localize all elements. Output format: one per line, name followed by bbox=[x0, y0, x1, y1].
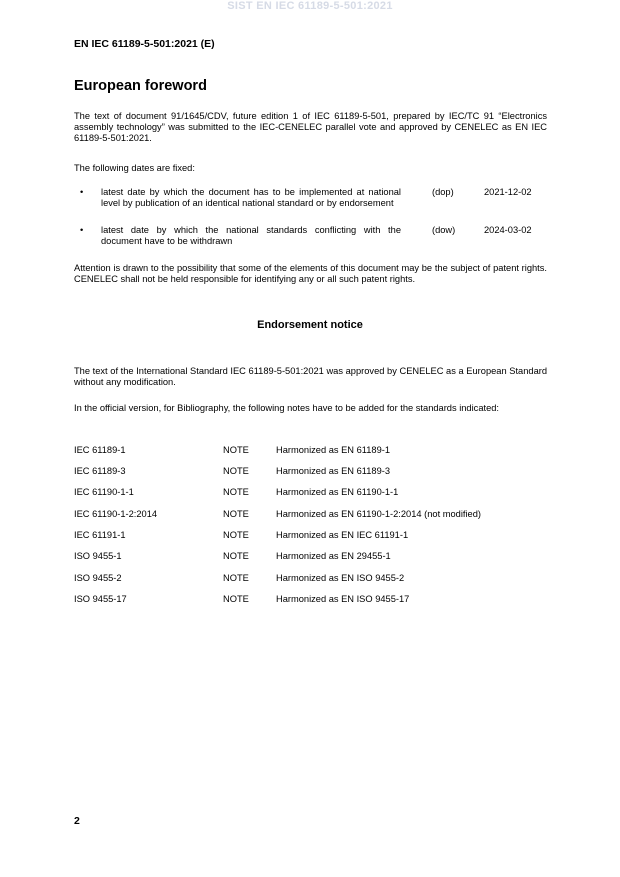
date-value: 2024-03-02 bbox=[484, 225, 532, 235]
table-row bbox=[0, 445, 620, 457]
page-number: 2 bbox=[74, 815, 80, 827]
table-row bbox=[0, 594, 620, 606]
date-item-line1: latest date by which the national standards conflicting with the bbox=[101, 225, 401, 235]
bibliography-intro: In the official version, for Bibliography, the following notes have to be added for the standards indicated: bbox=[74, 403, 499, 413]
note-text: Harmonized as EN ISO 9455-2 bbox=[276, 573, 405, 583]
patent-attention: Attention is drawn to the possibility that some of the elements of this document may be the subject of patent rights. CENELEC shall not be held responsible for identifying any or all such patent rights. bbox=[74, 263, 547, 285]
note-text: Harmonized as EN 61190-1-2:2014 (not modified) bbox=[276, 509, 481, 519]
date-code: (dop) bbox=[432, 187, 454, 197]
standard-ref: ISO 9455-2 bbox=[74, 573, 122, 583]
note-label: NOTE bbox=[223, 530, 249, 540]
note-text: Harmonized as EN 61190-1-1 bbox=[276, 487, 399, 497]
note-label: NOTE bbox=[223, 466, 249, 476]
table-row bbox=[0, 530, 620, 542]
date-value: 2021-12-02 bbox=[484, 187, 532, 197]
note-text: Harmonized as EN 29455-1 bbox=[276, 551, 391, 561]
note-text: Harmonized as EN 61189-1 bbox=[276, 445, 391, 455]
dates-intro: The following dates are fixed: bbox=[74, 163, 195, 173]
date-item-line2: level by publication of an identical national standard or by endorsement bbox=[101, 198, 394, 208]
standard-ref: IEC 61190-1-1 bbox=[74, 487, 134, 497]
standard-ref: IEC 61189-3 bbox=[74, 466, 126, 476]
note-text: Harmonized as EN 61189-3 bbox=[276, 466, 391, 476]
standard-ref: IEC 61189-1 bbox=[74, 445, 126, 455]
date-code: (dow) bbox=[432, 225, 456, 235]
foreword-title: European foreword bbox=[74, 78, 207, 94]
bullet: • bbox=[80, 187, 84, 197]
standard-ref: ISO 9455-17 bbox=[74, 594, 127, 604]
note-label: NOTE bbox=[223, 509, 249, 519]
table-row bbox=[0, 573, 620, 585]
note-label: NOTE bbox=[223, 551, 249, 561]
date-item-line2: document have to be withdrawn bbox=[101, 236, 233, 246]
standard-ref: ISO 9455-1 bbox=[74, 551, 122, 561]
watermark: SIST EN IEC 61189-5-501:2021 bbox=[227, 0, 393, 12]
note-text: Harmonized as EN IEC 61191-1 bbox=[276, 530, 409, 540]
table-row bbox=[0, 487, 620, 499]
table-row bbox=[0, 466, 620, 478]
bullet: • bbox=[80, 225, 84, 235]
standard-ref: IEC 61191-1 bbox=[74, 530, 126, 540]
note-label: NOTE bbox=[223, 445, 249, 455]
endorsement-text: The text of the International Standard IEC 61189-5-501:2021 was approved by CENELEC as a European Standard without any modification. bbox=[74, 366, 547, 388]
table-row bbox=[0, 509, 620, 521]
endorsement-title: Endorsement notice bbox=[257, 319, 363, 331]
foreword-intro: The text of document 91/1645/CDV, future edition 1 of IEC 61189-5-501, prepared by IEC/TC 91 “Electronics assembly technology” was submitted to the IEC-CENELEC parallel vote and approved by CENELEC as EN IEC 61189-5-501:2021. bbox=[74, 111, 547, 144]
document-id: EN IEC 61189-5-501:2021 (E) bbox=[74, 38, 215, 50]
standard-ref: IEC 61190-1-2:2014 bbox=[74, 509, 158, 519]
table-row bbox=[0, 551, 620, 563]
date-item-line1: latest date by which the document has to be implemented at national bbox=[101, 187, 401, 197]
note-text: Harmonized as EN ISO 9455-17 bbox=[276, 594, 410, 604]
note-label: NOTE bbox=[223, 487, 249, 497]
note-label: NOTE bbox=[223, 573, 249, 583]
note-label: NOTE bbox=[223, 594, 249, 604]
